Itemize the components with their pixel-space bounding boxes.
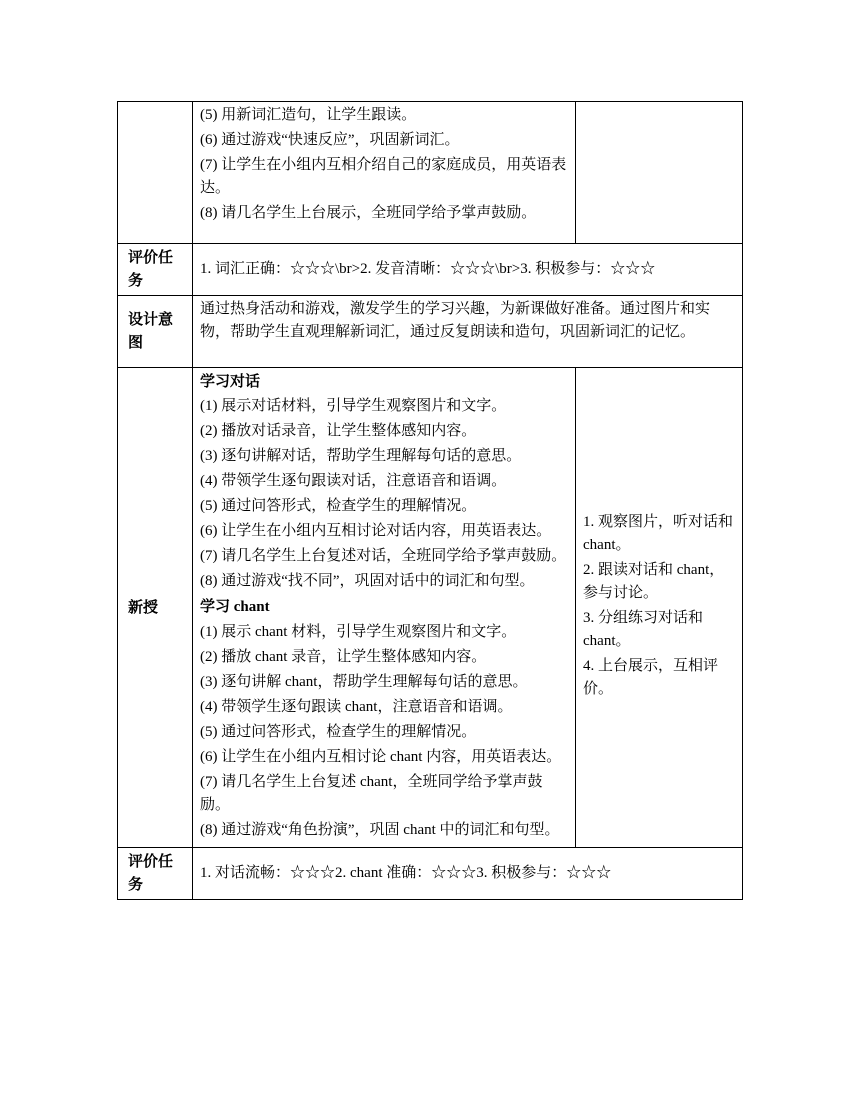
list-item: (6) 通过游戏“快速反应”，巩固新词汇。 (200, 132, 460, 148)
list-item: (7) 请几名学生上台复述 chant，全班同学给予掌声鼓励。 (200, 774, 543, 813)
list-item: (1) 展示 chant 材料，引导学生观察图片和文字。 (200, 624, 517, 640)
list-item: (4) 带领学生逐句跟读 chant，注意语音和语调。 (200, 699, 513, 715)
teacher-activity-cell (193, 102, 576, 244)
list-item: 4. 上台展示，互相评价。 (583, 658, 719, 697)
list-item: (3) 逐句讲解对话，帮助学生理解每句话的意思。 (200, 448, 522, 464)
list-item: (4) 带领学生逐句跟读对话，注意语音和语调。 (200, 473, 507, 489)
eval-content: 1. 对话流畅：☆☆☆2. chant 准确：☆☆☆3. 积极参与：☆☆☆ (193, 848, 743, 900)
list-item: (6) 让学生在小组内互相讨论 chant 内容，用英语表达。 (200, 749, 562, 765)
list-item: (8) 通过游戏“角色扮演”，巩固 chant 中的词汇和句型。 (200, 822, 560, 838)
student-activity-cell (576, 368, 743, 848)
list-item: (3) 逐句讲解 chant，帮助学生理解每句话的意思。 (200, 674, 528, 690)
list-item: (5) 通过问答形式，检查学生的理解情况。 (200, 498, 477, 514)
list-item: (5) 通过问答形式，检查学生的理解情况。 (200, 724, 477, 740)
table-row (118, 848, 743, 900)
list-item: (5) 用新词汇造句，让学生跟读。 (200, 107, 417, 123)
empty-label-cell (118, 102, 193, 244)
section-heading-dialogue: 学习对话 (200, 372, 261, 390)
list-item: (2) 播放对话录音，让学生整体感知内容。 (200, 423, 477, 439)
section-heading-chant-en: chant (233, 599, 270, 615)
list-item: 1. 观察图片，听对话和 chant。 (583, 514, 734, 553)
table-row (118, 296, 743, 368)
list-item: (8) 通过游戏“找不同”，巩固对话中的词汇和句型。 (200, 573, 535, 589)
student-activity-cell (576, 102, 743, 244)
section-heading-chant (200, 595, 568, 619)
list-item: (8) 请几名学生上台展示，全班同学给予掌声鼓励。 (200, 205, 537, 221)
row-label-eval: 评价任务 (118, 244, 193, 296)
teacher-activity-cell (193, 368, 576, 848)
table-row (118, 102, 743, 244)
eval-content: 1. 词汇正确：☆☆☆\br>2. 发音清晰：☆☆☆\br>3. 积极参与：☆☆☆ (193, 244, 743, 296)
table-row (118, 368, 743, 848)
list-item: 2. 跟读对话和 chant，参与讨论。 (583, 562, 725, 601)
list-item: (6) 让学生在小组内互相讨论对话内容，用英语表达。 (200, 523, 552, 539)
list-item: (1) 展示对话材料，引导学生观察图片和文字。 (200, 398, 507, 414)
section-heading-chant-cn: 学习 (200, 597, 231, 615)
row-label-new-lesson: 新授 (118, 368, 193, 848)
row-label-design: 设计意图 (118, 296, 193, 368)
row-label-eval: 评价任务 (118, 848, 193, 900)
list-item: 3. 分组练习对话和 chant。 (583, 610, 704, 649)
lesson-plan-table (117, 101, 743, 900)
list-item: (7) 请几名学生上台复述对话，全班同学给予掌声鼓励。 (200, 548, 567, 564)
list-item: (7) 让学生在小组内互相介绍自己的家庭成员，用英语表达。 (200, 157, 567, 196)
table-row (118, 244, 743, 296)
design-content: 通过热身活动和游戏，激发学生的学习兴趣，为新课做好准备。通过图片和实物，帮助学生直观理解新词汇，通过反复朗读和造句，巩固新词汇的记忆。 (193, 296, 743, 368)
list-item: (2) 播放 chant 录音，让学生整体感知内容。 (200, 649, 487, 665)
